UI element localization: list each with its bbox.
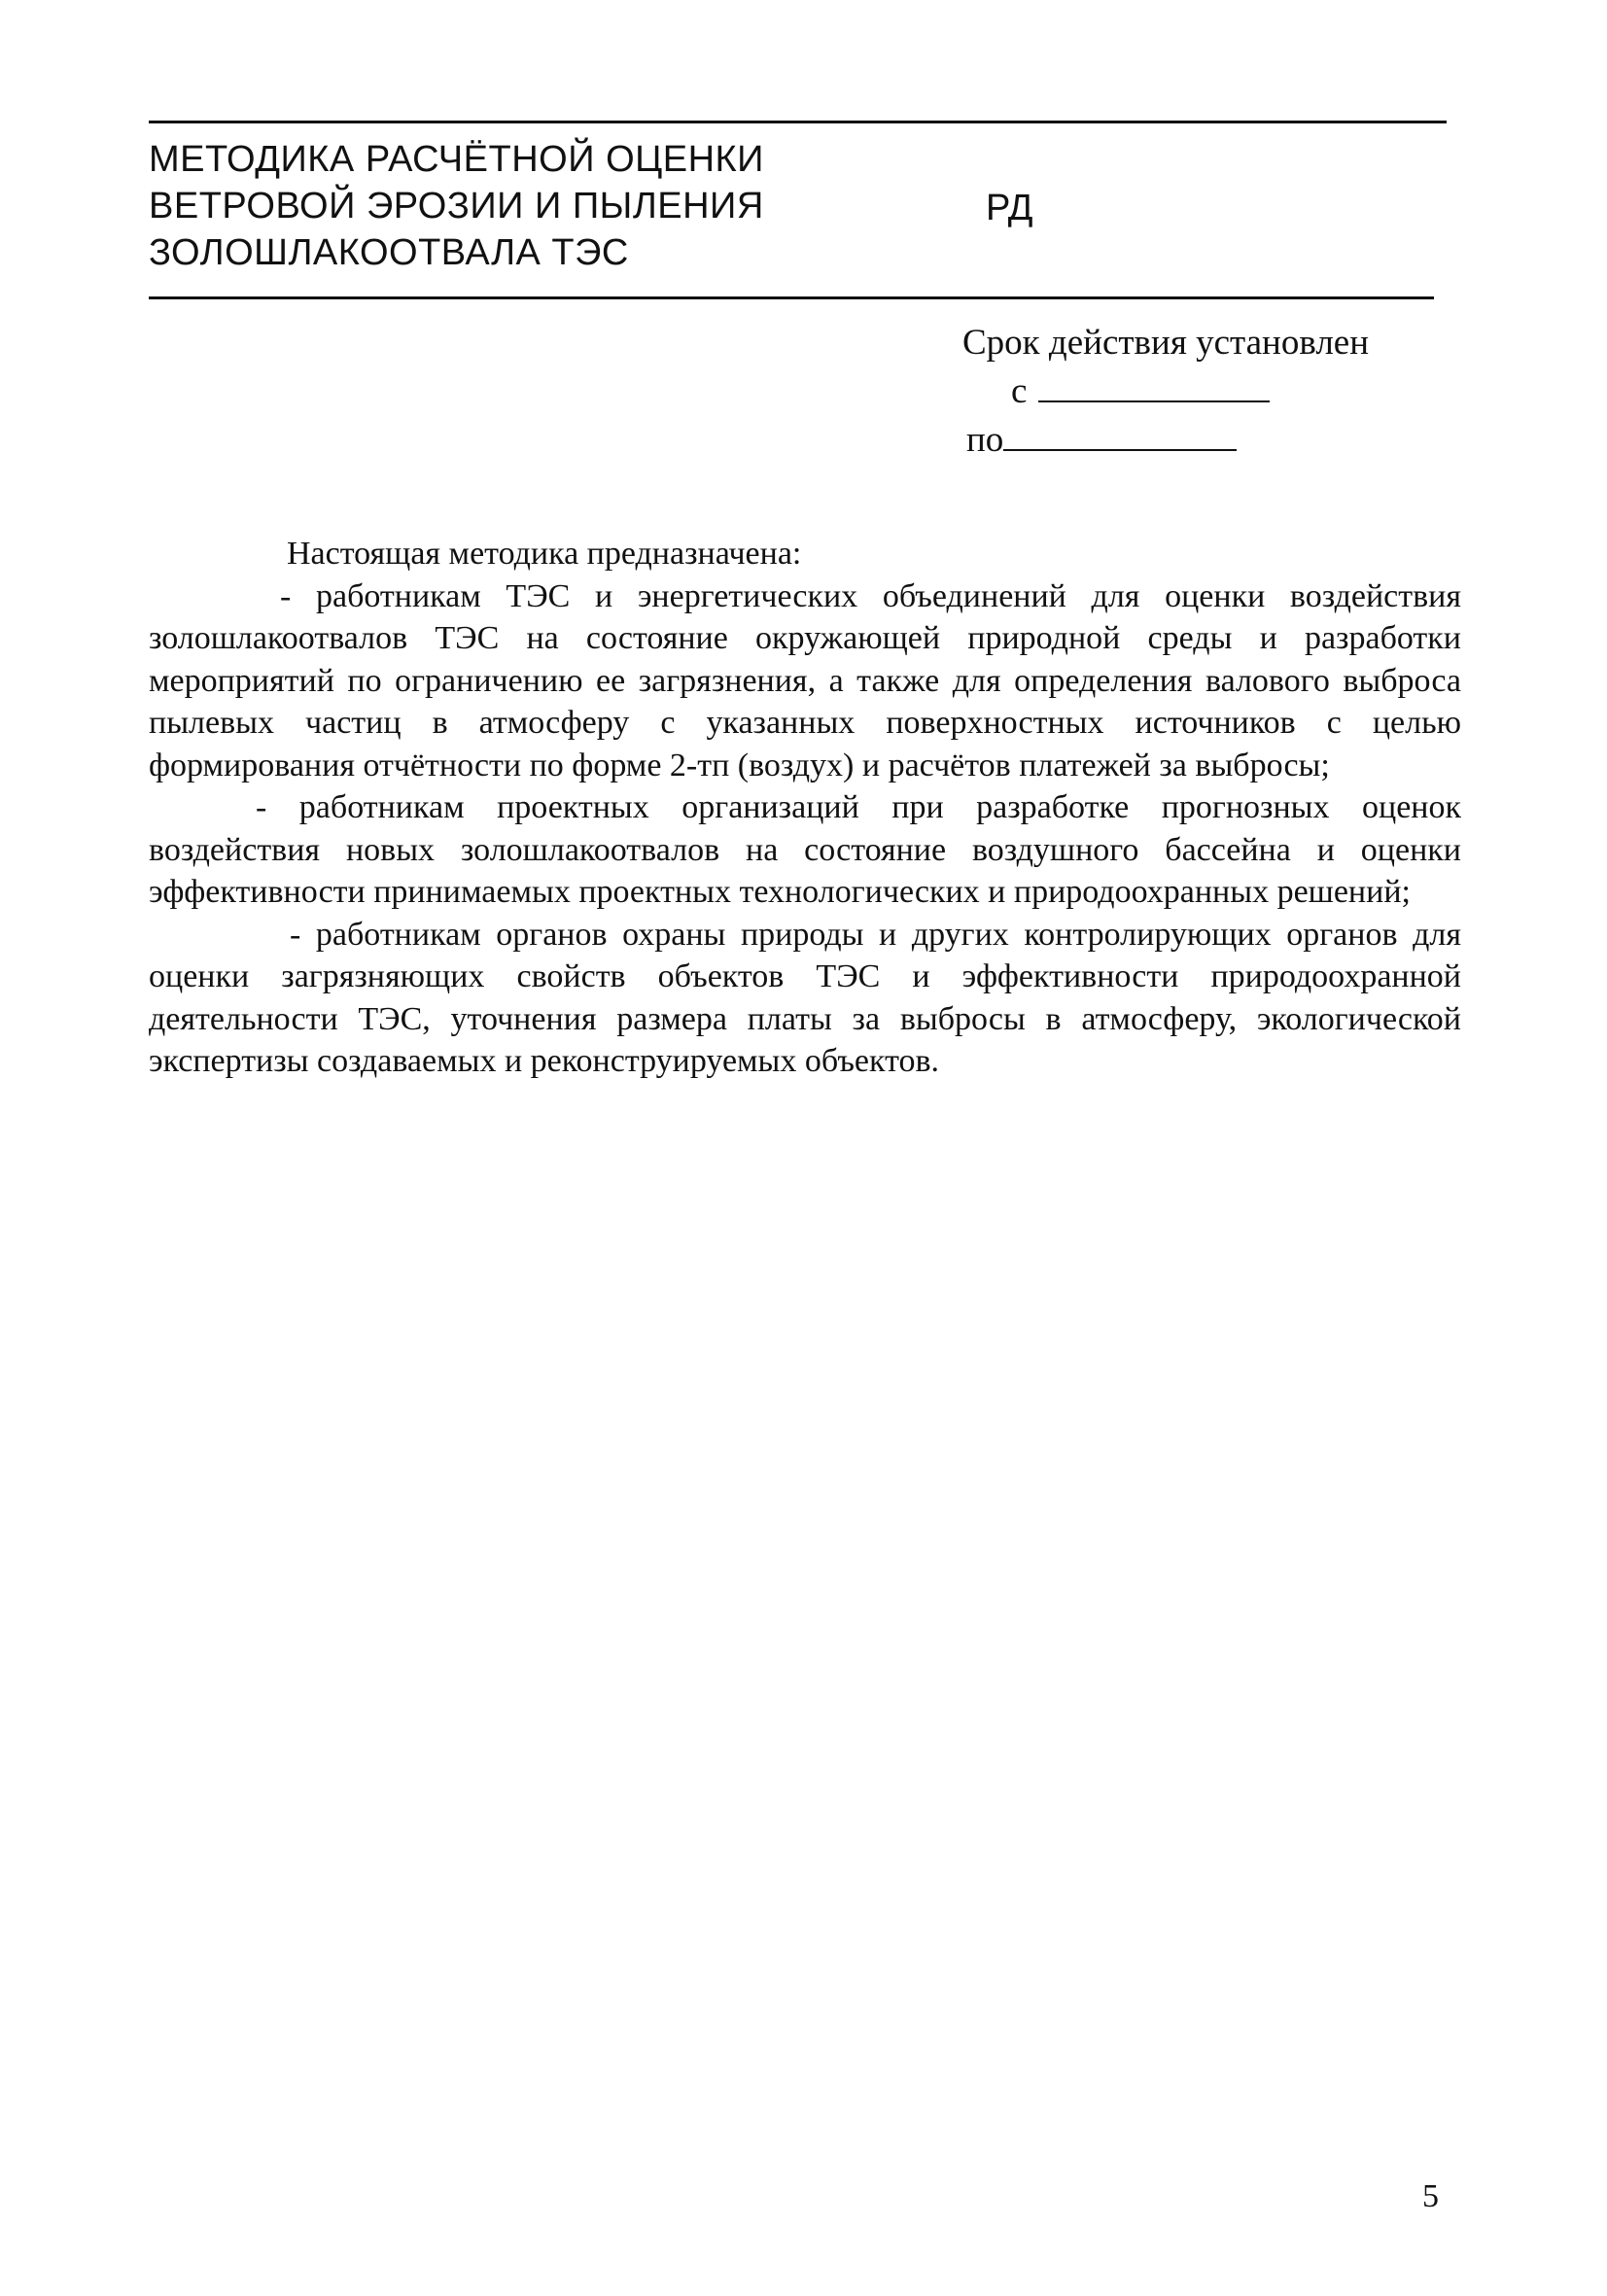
title-line-1: МЕТОДИКА РАСЧЁТНОЙ ОЦЕНКИ [149,139,764,180]
validity-label: Срок действия установлен [962,323,1370,363]
header-bottom-rule [149,296,1434,299]
validity-from-row [962,367,1369,416]
validity-to-label: по [966,420,1004,460]
list-item: - работникам ТЭС и энергетических объединений для оценки воздействия золошлакоотвалов ТЭС на состояние окружающей природной среды и разработки мероприятий по ограничению ее загрязнения, а также для определения валового выброса пылевых частиц в атмосферу с указанных поверхностных источников с целью формирования отчётности по форме 2-тп (воздух) и расчётов платежей за выбросы; [149,577,1461,783]
list-item: - работникам органов охраны природы и других контролирующих органов для оценки загрязняющих свойств объектов ТЭС и эффективности природоохранной деятельности ТЭС, уточнения размера платы за выбросы в атмосферу, экологической экспертизы создаваемых и реконструируемых объектов. [149,916,1461,1079]
validity-to-row [962,416,1369,465]
page-number: 5 [1422,2178,1439,2214]
document-code: РД [986,188,1033,228]
title-line-2: ВЕТРОВОЙ ЭРОЗИИ И ПЫЛЕНИЯ [149,186,764,226]
validity-from-label: с [1011,371,1028,411]
document-title [149,136,764,276]
validity-block [962,319,1369,465]
list-item: - работникам проектных организаций при разработке прогнозных оценок воздействия новых золошлакоотвалов на состояние воздушного бассейна и оценки эффективности принимаемых проектных технологических и природоохранных решений; [149,789,1461,910]
body-text [149,533,1461,1083]
validity-from-blank [1038,371,1270,402]
validity-to-blank [1003,420,1237,451]
intro-paragraph: Настоящая методика предназначена: [287,536,802,572]
header-top-rule [149,121,1447,123]
title-line-3: ЗОЛОШЛАКООТВАЛА ТЭС [149,232,629,273]
